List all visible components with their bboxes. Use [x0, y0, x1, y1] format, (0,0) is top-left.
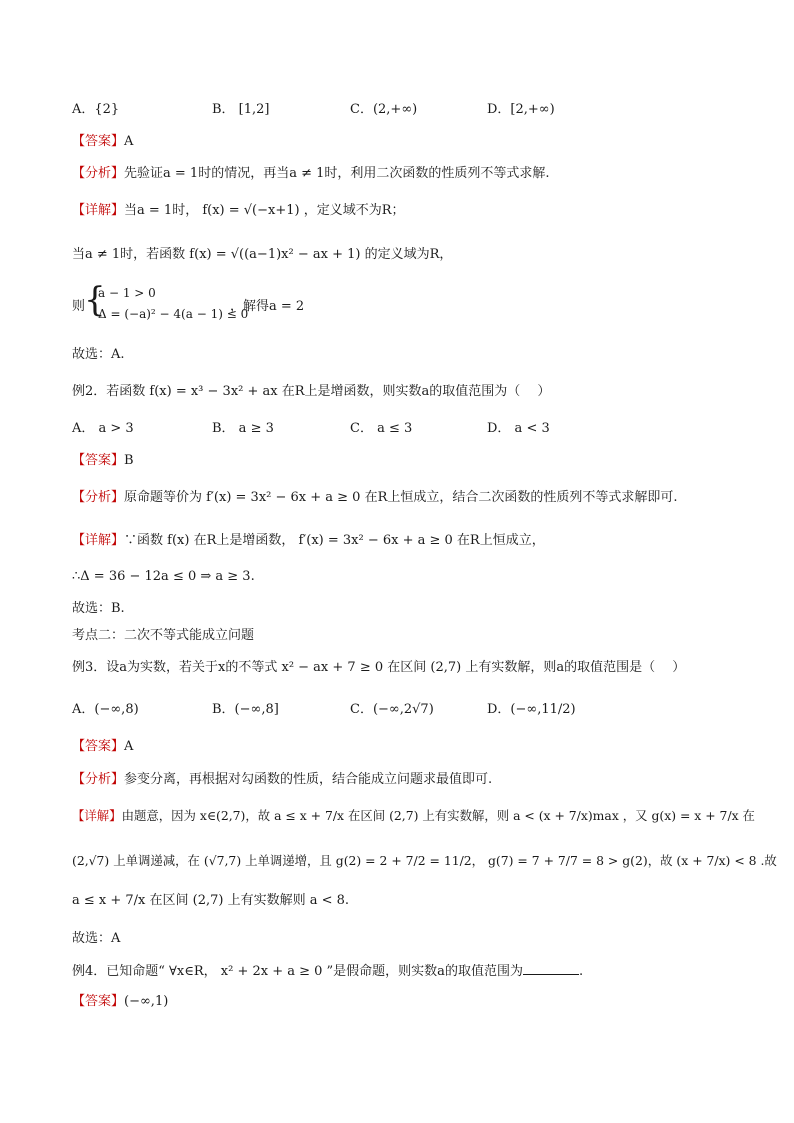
answer-tag: 【答案】: [72, 134, 125, 149]
answer-tag: 【答案】: [72, 739, 125, 754]
analysis-text: 原命题等价为 f′(x) = 3x² − 6x + a ≥ 0 在R上恒成立，结合二次函数的性质列不等式求解即可.: [124, 490, 678, 505]
section-heading: 考点二：二次不等式能成立问题: [72, 628, 255, 643]
answer-tag: 【答案】: [72, 994, 125, 1009]
answer-value: A: [124, 134, 134, 149]
q1-option-a: A．{2}: [72, 102, 120, 117]
analysis-tag: 【分析】: [72, 490, 125, 505]
q4-question-end: .: [578, 964, 584, 979]
q1-system-suffix: ，解得a = 2: [230, 299, 305, 314]
q2-question: 例2．若函数 f(x) = x³ − 3x² + ax 在R上是增函数，则实数a的取值范围为（ ）: [72, 384, 551, 399]
answer-tag: 【答案】: [72, 453, 125, 468]
analysis-tag: 【分析】: [72, 772, 125, 787]
detail-tag: 【详解】: [72, 533, 125, 548]
q1-option-b: B． [1,2]: [212, 102, 270, 117]
analysis-tag: 【分析】: [72, 166, 125, 181]
q3-detail-line2: (2,√7) 上单调递减，在 (√7,7) 上单调递增，且 g(2) = 2 + 7/2 = 11/2， g(7) = 7 + 7/7 = 8 > g(2)，故 (x + 7/x) < 8 .故: [72, 853, 777, 868]
q3-option-a: A．(−∞,8): [72, 702, 139, 717]
analysis-text: 参变分离，再根据对勾函数的性质，结合能成立问题求最值即可.: [124, 772, 493, 787]
q3-option-d: D．(−∞,11/2): [487, 702, 576, 717]
q2-option-a: A． a > 3: [72, 421, 134, 436]
q3-answer: [72, 739, 133, 755]
q1-analysis: [72, 166, 550, 182]
brace-symbol: {: [84, 280, 106, 320]
q4-question: [72, 962, 583, 980]
detail-tag: 【详解】: [72, 203, 125, 218]
q4-answer: [72, 994, 168, 1010]
q2-detail-line2: ∴Δ = 36 − 12a ≤ 0 ⇒ a ≥ 3.: [72, 569, 255, 584]
q1-answer: [72, 134, 133, 150]
analysis-text: 先验证a = 1时的情况，再当a ≠ 1时，利用二次函数的性质列不等式求解.: [124, 166, 550, 181]
q2-detail: [72, 533, 545, 549]
q1-select: 故选：A.: [72, 347, 125, 362]
q1-option-c: C．(2,+∞): [350, 102, 418, 117]
answer-value: A: [124, 739, 134, 754]
q3-option-c: C．(−∞,2√7): [350, 702, 434, 717]
fill-in-blank[interactable]: [523, 962, 579, 975]
q2-analysis: [72, 490, 678, 506]
q1-option-d: D．[2,+∞): [487, 102, 555, 117]
detail-tag: 【详解】: [72, 808, 122, 823]
q3-analysis: [72, 772, 492, 788]
q4-question-text: 例4．已知命题“ ∀x∈R， x² + 2x + a ≥ 0 ”是假命题，则实数a的取值范围为: [72, 964, 523, 979]
q3-detail: [72, 808, 755, 824]
q3-option-b: B．(−∞,8]: [212, 702, 279, 717]
q3-detail-line3: a ≤ x + 7/x 在区间 (2,7) 上有实数解则 a < 8.: [72, 893, 350, 908]
detail-text: 当a = 1时， f(x) = √(−x+1) ，定义域不为R；: [124, 203, 405, 218]
q2-option-d: D． a < 3: [487, 421, 550, 436]
q1-system-prefix: 则: [72, 299, 86, 314]
q3-question: 例3．设a为实数，若关于x的不等式 x² − ax + 7 ≥ 0 在区间 (2,7) 上有实数解，则a的取值范围是（ ）: [72, 660, 686, 675]
q3-select: 故选：A: [72, 931, 121, 946]
detail-text: 由题意，因为 x∈(2,7)，故 a ≤ x + 7/x 在区间 (2,7) 上有实数解，则 a < (x + 7/x)max ，又 g(x) = x + 7/x 在: [121, 808, 755, 823]
detail-text: ∵函数 f(x) 在R上是增函数， f′(x) = 3x² − 6x + a ≥ 0 在R上恒成立，: [124, 533, 545, 548]
q2-option-b: B． a ≥ 3: [212, 421, 274, 436]
q2-select: 故选：B.: [72, 601, 125, 616]
answer-value: (−∞,1): [124, 994, 169, 1009]
q2-answer: [72, 453, 134, 469]
q1-detail-line2: 当a ≠ 1时，若函数 f(x) = √((a−1)x² − ax + 1) 的定义域为R，: [72, 247, 453, 262]
q1-system-line1: a − 1 > 0: [98, 286, 156, 300]
q1-system-line2: Δ = (−a)² − 4(a − 1) ≤ 0: [98, 307, 249, 321]
q2-option-c: C． a ≤ 3: [350, 421, 413, 436]
answer-value: B: [124, 453, 134, 468]
q1-detail: [72, 203, 405, 219]
